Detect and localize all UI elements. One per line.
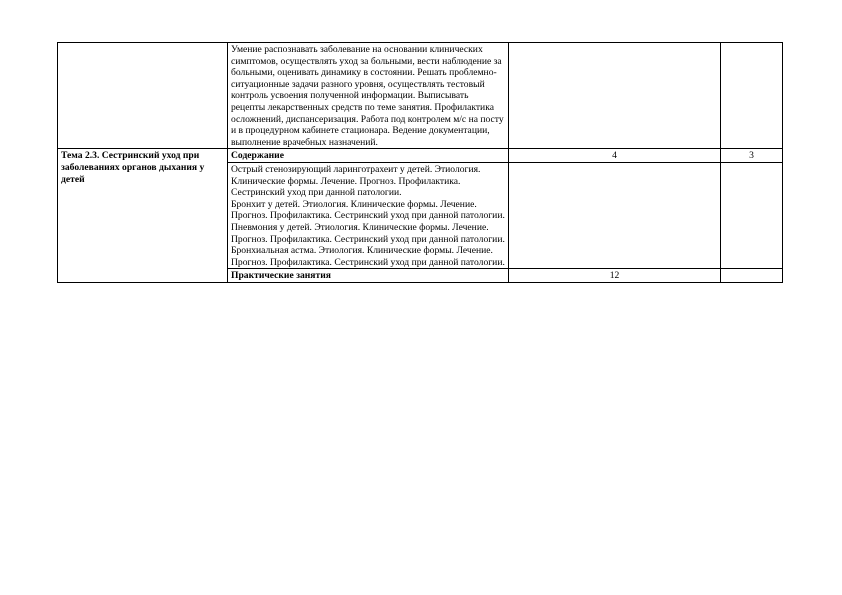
practice-label: Практические занятия xyxy=(228,269,509,283)
content-paragraphs xyxy=(228,162,509,268)
hours-value: 4 xyxy=(509,149,721,163)
paragraph-laryngotracheitis: Острый стенозирующий ларинготрахеит у детей. Этиология. Клинические формы. Лечение. Прогноз. Профилактика. Сестринский уход при данной патологии. xyxy=(231,163,481,199)
practice-level xyxy=(721,269,783,283)
paragraph-pneumonia: Пневмония у детей. Этиология. Клинические формы. Лечение. Прогноз. Профилактика. Сестринский уход при данной патологии. xyxy=(231,221,505,245)
level-value: 3 xyxy=(721,149,783,163)
level-cell xyxy=(721,162,783,268)
level-cell xyxy=(721,43,783,149)
hours-cell xyxy=(509,162,721,268)
content-label: Содержание xyxy=(228,149,509,163)
paragraph-bronchitis: Бронхит у детей. Этиология. Клинические формы. Лечение. Прогноз. Профилактика. Сестринский уход при данной патологии. xyxy=(231,198,505,222)
topic-title: Тема 2.3. Сестринский уход при заболеваниях органов дыхания у детей xyxy=(58,149,228,283)
paragraph-asthma: Бронхиальная астма. Этиология. Клинические формы. Лечение. Прогноз. Профилактика. Сестринский уход при данной патологии. xyxy=(231,245,505,268)
table-row-content-header xyxy=(58,149,783,163)
content-cell: Умение распознавать заболевание на основании клинических симптомов, осуществлять уход за больными, вести наблюдение за больными, оценивать динамику в состоянии. Решать проблемно-ситуационные задачи разного уровня, осуществлять тестовый контроль усвоения полученной информации. Выписывать рецепты лекарственных средств по теме занятия. Профилактика осложнений, диспансеризация. Работа под контролем м/с на посту и в процедурном кабинете стационара. Ведение документации, выполнение врачебных назначений. xyxy=(228,43,509,149)
hours-cell xyxy=(509,43,721,149)
topic-cell xyxy=(58,43,228,149)
practice-hours: 12 xyxy=(509,269,721,283)
table-row-continuation xyxy=(58,43,783,149)
curriculum-table xyxy=(57,42,783,283)
